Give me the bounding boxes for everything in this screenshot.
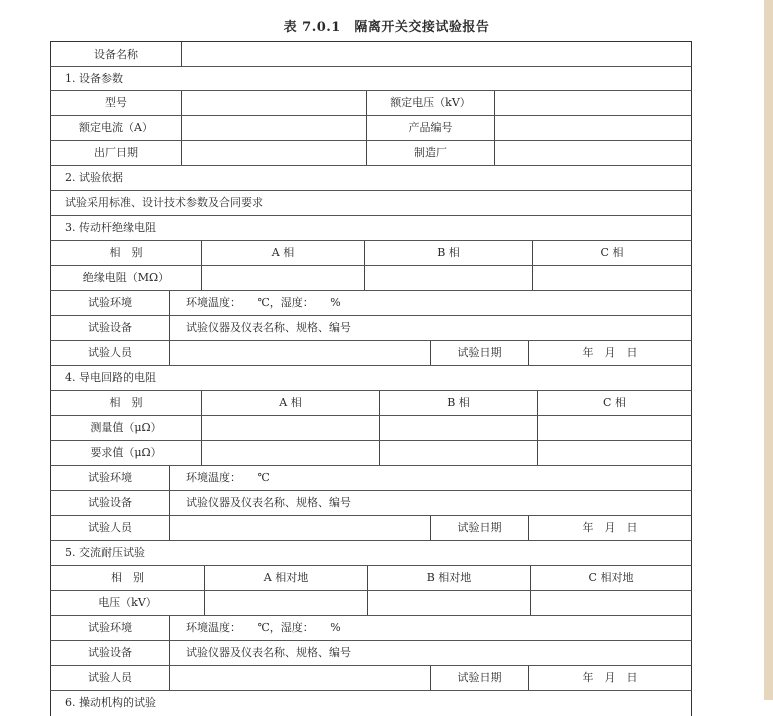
section3-measure-row	[50, 266, 692, 291]
model-label: 型号	[105, 96, 127, 109]
rated-voltage-field[interactable]	[494, 91, 691, 115]
test-environment-value[interactable]: 环境温度： ℃，湿度： %	[169, 616, 691, 640]
test-date-value[interactable]: 年 月 日	[528, 666, 691, 690]
model-field[interactable]	[181, 91, 366, 115]
measured-value-label: 测量值（μΩ）	[90, 421, 162, 434]
test-date-label: 试验日期	[430, 341, 528, 365]
phase-label: 相 别	[111, 571, 144, 584]
test-date-value[interactable]: 年 月 日	[528, 341, 691, 365]
section5-personnel-row	[50, 666, 692, 691]
phase-b-header: B 相	[364, 241, 532, 265]
test-personnel-field[interactable]	[169, 516, 430, 540]
device-name-row	[50, 41, 692, 67]
section3-heading: 3. 传动杆绝缘电阻	[65, 221, 156, 234]
insulation-a-field[interactable]	[201, 266, 364, 290]
test-environment-label: 试验环境	[88, 296, 132, 309]
section1-row	[50, 116, 692, 141]
test-personnel-label: 试验人员	[88, 521, 132, 534]
test-personnel-label: 试验人员	[88, 346, 132, 359]
test-equipment-label: 试验设备	[88, 321, 132, 334]
phase-label: 相 别	[109, 246, 143, 259]
section3-equip-row	[50, 316, 692, 341]
section5-env-row	[50, 616, 692, 641]
report-title: 表 7.0.1 隔离开关交接试验报告	[283, 20, 490, 35]
section4-personnel-row	[50, 516, 692, 541]
section2-heading: 2. 试验依据	[65, 171, 123, 184]
section5-heading: 5. 交流耐压试验	[65, 546, 145, 559]
rated-current-field[interactable]	[181, 116, 366, 140]
test-personnel-field[interactable]	[169, 341, 430, 365]
test-equipment-label: 试验设备	[88, 496, 132, 509]
test-personnel-label: 试验人员	[88, 671, 132, 684]
product-number-field[interactable]	[494, 116, 691, 140]
insulation-resistance-label: 绝缘电阻（MΩ）	[82, 271, 170, 284]
phase-c-ground-header: C 相对地	[530, 566, 691, 590]
measured-b-field[interactable]	[379, 416, 537, 440]
phase-label: 相 别	[109, 396, 143, 409]
test-date-label: 试验日期	[430, 516, 528, 540]
voltage-label: 电压（kV）	[98, 596, 157, 609]
section3-personnel-row	[50, 341, 692, 366]
section3-phase-header-row	[50, 241, 692, 266]
test-basis-text: 试验采用标准、设计技术参数及合同要求	[65, 196, 263, 209]
phase-a-header: A 相	[201, 241, 364, 265]
section1-row	[50, 91, 692, 116]
section4-equip-row	[50, 491, 692, 516]
voltage-a-field[interactable]	[204, 591, 367, 615]
measured-c-field[interactable]	[537, 416, 691, 440]
section4-measured-row	[50, 416, 692, 441]
manufacture-date-label: 出厂日期	[94, 146, 138, 159]
test-date-value[interactable]: 年 月 日	[528, 516, 691, 540]
voltage-c-field[interactable]	[530, 591, 691, 615]
device-name-label: 设备名称	[94, 48, 138, 61]
section5-heading-row	[50, 541, 692, 566]
section3-heading-row	[50, 216, 692, 241]
device-name-field[interactable]	[181, 42, 691, 67]
phase-a-ground-header: A 相对地	[204, 566, 367, 590]
section3-env-row	[50, 291, 692, 316]
test-equipment-value[interactable]: 试验仪器及仪表名称、规格、编号	[169, 641, 691, 665]
section1-heading: 1. 设备参数	[65, 72, 123, 85]
test-personnel-field[interactable]	[169, 666, 430, 690]
rated-voltage-label: 额定电压（kV）	[366, 91, 494, 115]
phase-c-header: C 相	[532, 241, 691, 265]
voltage-b-field[interactable]	[367, 591, 530, 615]
section4-phase-header-row	[50, 391, 692, 416]
measured-a-field[interactable]	[201, 416, 379, 440]
section4-env-row	[50, 466, 692, 491]
section5-phase-header-row	[50, 566, 692, 591]
rated-current-label: 额定电流（A）	[79, 121, 153, 134]
required-b-field[interactable]	[379, 441, 537, 465]
section6-heading-row	[50, 691, 692, 716]
required-a-field[interactable]	[201, 441, 379, 465]
test-equipment-value[interactable]: 试验仪器及仪表名称、规格、编号	[169, 316, 691, 340]
test-equipment-label: 试验设备	[88, 646, 132, 659]
phase-c-header: C 相	[537, 391, 691, 415]
required-value-label: 要求值（μΩ）	[90, 446, 162, 459]
test-environment-label: 试验环境	[88, 621, 132, 634]
section6-heading: 6. 操动机构的试验	[65, 696, 156, 709]
product-number-label: 产品编号	[366, 116, 494, 140]
section4-heading-row	[50, 366, 692, 391]
insulation-b-field[interactable]	[364, 266, 532, 290]
section1-heading-row	[50, 67, 692, 91]
phase-b-ground-header: B 相对地	[367, 566, 530, 590]
test-environment-value[interactable]: 环境温度： ℃	[169, 466, 691, 490]
test-date-label: 试验日期	[430, 666, 528, 690]
manufacturer-field[interactable]	[494, 141, 691, 165]
section4-heading: 4. 导电回路的电阻	[65, 371, 156, 384]
test-equipment-value[interactable]: 试验仪器及仪表名称、规格、编号	[169, 491, 691, 515]
section5-voltage-row	[50, 591, 692, 616]
test-environment-label: 试验环境	[88, 471, 132, 484]
insulation-c-field[interactable]	[532, 266, 691, 290]
section2-heading-row	[50, 166, 692, 191]
test-environment-value[interactable]: 环境温度： ℃，湿度： %	[169, 291, 691, 315]
phase-a-header: A 相	[201, 391, 379, 415]
manufacturer-label: 制造厂	[366, 141, 494, 165]
section5-equip-row	[50, 641, 692, 666]
section1-row	[50, 141, 692, 166]
page-edge	[764, 0, 773, 700]
section4-required-row	[50, 441, 692, 466]
manufacture-date-field[interactable]	[181, 141, 366, 165]
phase-b-header: B 相	[379, 391, 537, 415]
required-c-field[interactable]	[537, 441, 691, 465]
section2-content-row	[50, 191, 692, 216]
